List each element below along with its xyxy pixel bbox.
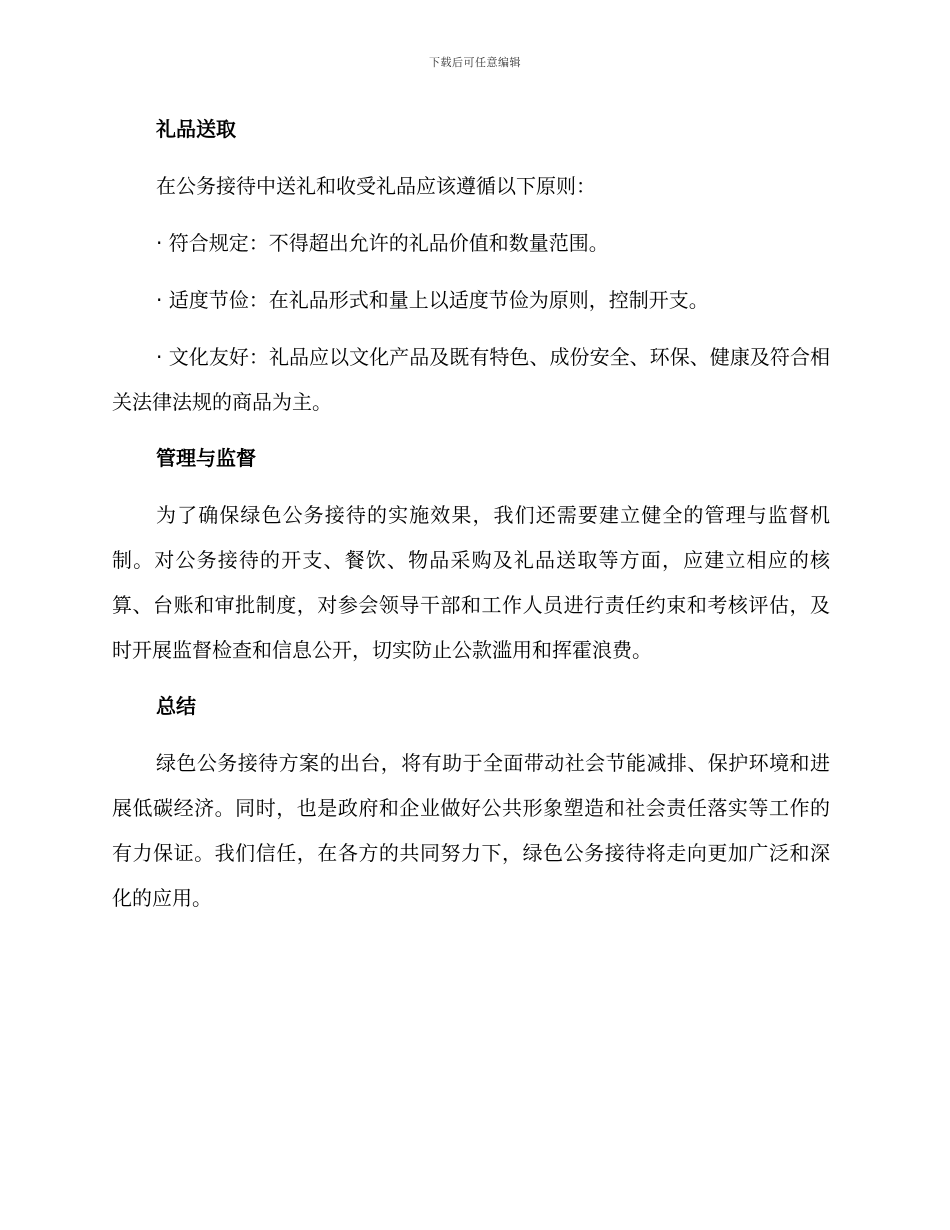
- bullet-item-frugality: · 适度节俭：在礼品形式和量上以适度节俭为原则，控制开支。: [156, 288, 709, 312]
- section-heading-summary: 总结: [156, 694, 196, 718]
- document-body: [112, 108, 830, 933]
- paragraph-gifts-intro: 在公务接待中送礼和收受礼品应该遵循以下原则：: [156, 174, 596, 198]
- paragraph-management: 为了确保绿色公务接待的实施效果，我们还需要建立健全的管理与监督机制。对公务接待的开支、餐饮、物品采购及礼品送取等方面，应建立相应的核算、台账和审批制度，对参会领导干部和工作人员进行责任约束和考核评估，及时开展监督检查和信息公开，切实防止公款滥用和挥霍浪费。: [112, 503, 830, 662]
- paragraph-summary: 绿色公务接待方案的出台，将有助于全面带动社会节能减排、保护环境和进展低碳经济。同时，也是政府和企业做好公共形象塑造和社会责任落实等工作的有力保证。我们信任，在各方的共同努力下，绿色公务接待将走向更加广泛和深化的应用。: [112, 751, 830, 910]
- section-heading-management: 管理与监督: [156, 446, 256, 470]
- page-header: 下载后可任意编辑: [429, 56, 521, 69]
- bullet-item-culture: · 文化友好：礼品应以文化产品及既有特色、成份安全、环保、健康及符合相关法律法规的商品为主。: [112, 345, 830, 414]
- bullet-item-compliance: · 符合规定：不得超出允许的礼品价值和数量范围。: [156, 231, 609, 255]
- section-heading-gifts: 礼品送取: [156, 117, 236, 141]
